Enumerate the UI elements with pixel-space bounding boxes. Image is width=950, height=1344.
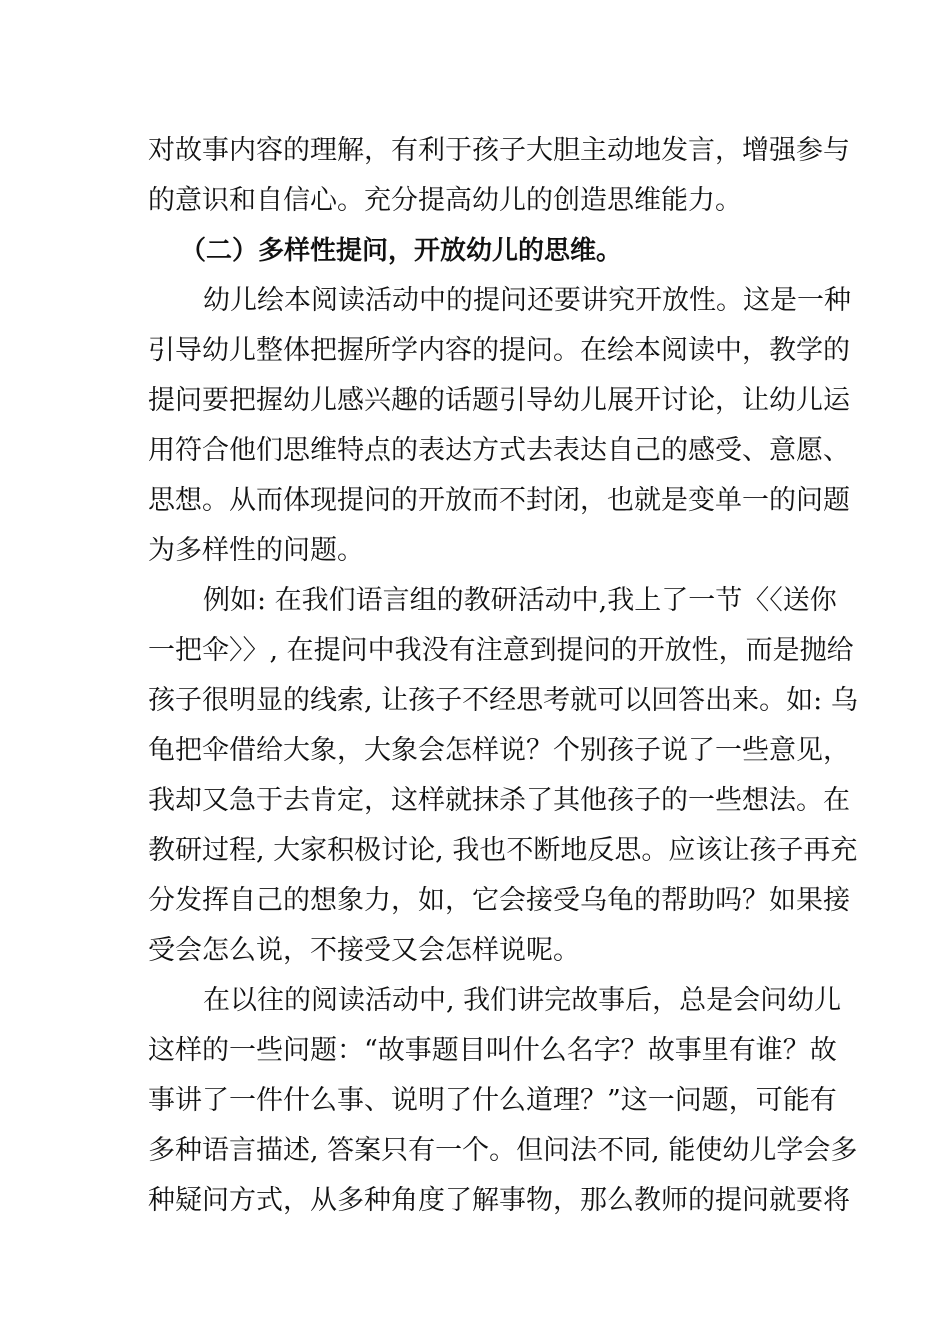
paragraph-3-line-3: 孩子很明显的线索, 让孩子不经思考就可以回答出来。如: 乌 xyxy=(148,685,858,716)
paragraph-3-line-6: 教研过程, 大家积极讨论, 我也不断地反思。应该让孩子再充 xyxy=(148,835,858,866)
paragraph-4-line-5: 种疑问方式，从多种角度了解事物，那么教师的提问就要将 xyxy=(148,1185,850,1216)
paragraph-2-line-3: 提问要把握幼儿感兴趣的话题引导幼儿展开讨论，让幼儿运 xyxy=(148,385,850,416)
paragraph-3-line-5: 我却又急于去肯定，这样就抹杀了其他孩子的一些想法。在 xyxy=(148,785,850,816)
paragraph-3-line-1: 例如: 在我们语言组的教研活动中,我上了一节〈〈送你 xyxy=(203,585,837,616)
paragraph-2-line-6: 为多样性的问题。 xyxy=(148,535,364,566)
paragraph-2-line-2: 引导幼儿整体把握所学内容的提问。在绘本阅读中，教学的 xyxy=(148,335,850,366)
paragraph-4-line-2: 这样的一些问题：“故事题目叫什么名字？故事里有谁？故 xyxy=(148,1035,837,1066)
paragraph-3-line-4: 龟把伞借给大象，大象会怎样说？个别孩子说了一些意见， xyxy=(148,735,850,766)
paragraph-1-line-1: 对故事内容的理解，有利于孩子大胆主动地发言，增强参与 xyxy=(148,135,850,166)
paragraph-4-line-4: 多种语言描述, 答案只有一个。但问法不同, 能使幼儿学会多 xyxy=(148,1135,858,1166)
paragraph-4-line-1: 在以往的阅读活动中, 我们讲完故事后，总是会问幼儿 xyxy=(203,985,842,1016)
paragraph-4-line-3: 事讲了一件什么事、说明了什么道理？”这一问题，可能有 xyxy=(148,1085,837,1116)
paragraph-2-line-5: 思想。从而体现提问的开放而不封闭，也就是变单一的问题 xyxy=(148,485,850,516)
paragraph-2-line-4: 用符合他们思维特点的表达方式去表达自己的感受、意愿、 xyxy=(148,435,850,466)
paragraph-3-line-8: 受会怎么说，不接受又会怎样说呢。 xyxy=(148,935,580,966)
section-heading: （二）多样性提问，开放幼儿的思维。 xyxy=(180,236,623,266)
paragraph-1-line-2: 的意识和自信心。充分提高幼儿的创造思维能力。 xyxy=(148,185,742,216)
paragraph-2-line-1: 幼儿绘本阅读活动中的提问还要讲究开放性。这是一种 xyxy=(203,285,851,316)
paragraph-3-line-2: 一把伞〉〉, 在提问中我没有注意到提问的开放性，而是抛给 xyxy=(148,635,854,666)
paragraph-3-line-7: 分发挥自己的想象力，如，它会接受乌龟的帮助吗？如果接 xyxy=(148,885,850,916)
